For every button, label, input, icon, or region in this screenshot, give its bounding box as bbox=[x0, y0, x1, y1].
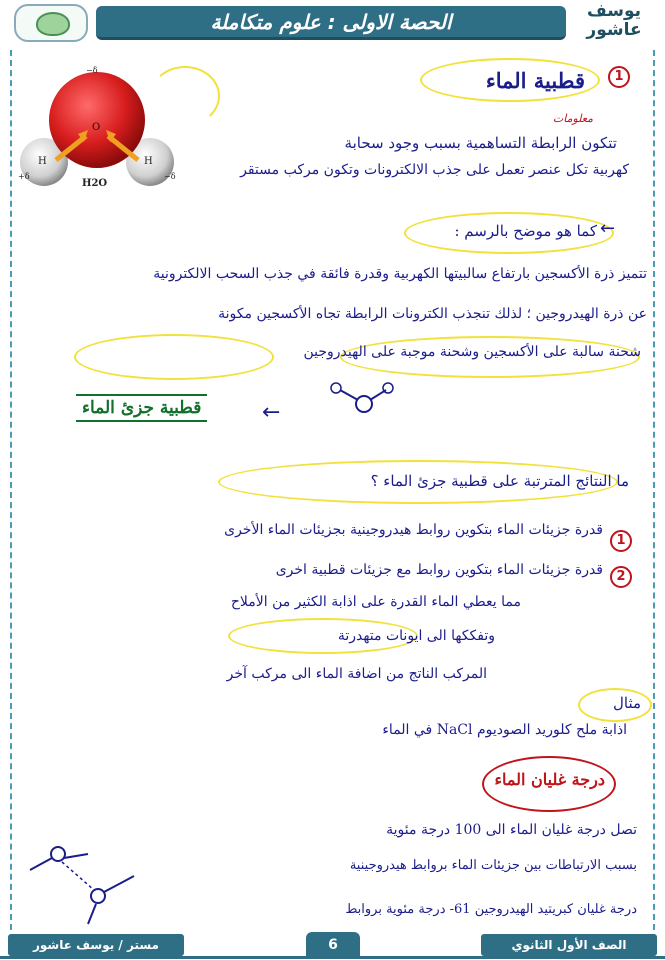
para-2-line-3: شحنة سالبة على الأكسجين وشحنة موجبة على الهيدروجين bbox=[303, 344, 641, 360]
section-1-tag: معلومات bbox=[552, 112, 593, 125]
result-1-number: 1 bbox=[610, 530, 632, 552]
delta-minus-label: δ− bbox=[86, 66, 98, 75]
brain-icon bbox=[36, 12, 70, 36]
example-label: مثال bbox=[612, 694, 641, 712]
arrow-icon: ← bbox=[600, 218, 616, 239]
page-header bbox=[0, 0, 665, 46]
boil-line-1: تصل درجة غليان الماء الى 100 درجة مئوية bbox=[386, 822, 637, 838]
para-2-line-2: عن ذرة الهيدروجين ؛ لذلك تنجذب الكترونات الرابطة تجاه الأكسجين مكونة bbox=[218, 306, 647, 322]
section-1-number: 1 bbox=[608, 66, 630, 88]
delta-plus-left-label: δ+ bbox=[18, 172, 30, 181]
cloud-doodle bbox=[150, 66, 220, 126]
compound-text: المركب الناتج من اضافة الماء الى مركب آخر bbox=[226, 666, 487, 682]
as-shown-text: كما هو موضح بالرسم : bbox=[454, 222, 597, 240]
section-1-line-2: كهربية تكل عنصر تعمل على جذب الالكترونات وتكون مركب مستقر bbox=[240, 162, 629, 178]
logo-line-1: يوسف bbox=[586, 1, 641, 21]
title-bar bbox=[96, 6, 566, 40]
allow-line-2: وتفككها الى ايونات متهدرتة bbox=[337, 628, 495, 644]
author-logo bbox=[571, 2, 657, 44]
hydrogen-left-label: H bbox=[38, 156, 47, 167]
result-1-text: قدرة جزيئات الماء بتكوين روابط هيدروجينية بجزيئات الماء الأخرى bbox=[224, 522, 603, 538]
allow-line-1: مما يعطي الماء القدرة على اذابة الكثير من الأملاح bbox=[230, 594, 521, 610]
arrow-left-icon: ← bbox=[262, 400, 281, 425]
boil-line-3: درجة غليان كبريتيد الهيدروجين 61- درجة مئوية بروابط bbox=[345, 902, 637, 917]
para-2-line-1: تتميز ذرة الأكسجين بارتفاع سالبيتها الكهربية وقدرة فائقة في جذب السحب الالكترونية bbox=[153, 266, 647, 282]
result-2-number: 2 bbox=[610, 566, 632, 588]
page-title: الحصة الاولى : علوم متكاملة bbox=[210, 10, 452, 34]
polarity-box: قطبية جزئ الماء bbox=[76, 394, 207, 422]
boil-line-2: بسبب الارتباطات بين جزيئات الماء بروابط هيدروجينية bbox=[349, 858, 637, 873]
hydrogen-right-label: H bbox=[144, 156, 153, 167]
teacher-name: مستر / يوسف عاشور bbox=[8, 934, 184, 956]
page-number: 6 bbox=[306, 932, 360, 958]
oxygen-label: O bbox=[92, 122, 101, 133]
example-text: اذابة ملح كلوريد الصوديوم NaCl في الماء bbox=[382, 722, 627, 738]
bubble-hydrogen bbox=[74, 334, 274, 380]
logo-line-2: عاشور bbox=[586, 20, 642, 40]
delta-plus-right-label: δ− bbox=[164, 172, 176, 181]
boiling-title: درجة غليان الماء bbox=[494, 770, 605, 789]
small-molecule-sketch bbox=[318, 378, 408, 434]
brain-logo bbox=[14, 4, 88, 42]
formula-label: H2O bbox=[82, 178, 108, 189]
hydrogen-bond-sketch bbox=[18, 840, 158, 926]
results-question: ما النتائج المترتبة على قطبية جزئ الماء ؟ bbox=[370, 472, 629, 490]
section-1-title: قطبية الماء bbox=[485, 68, 585, 93]
section-1-line-1: تتكون الرابطة التساهمية بسبب وجود سحابة bbox=[344, 134, 617, 152]
page-footer bbox=[0, 932, 665, 960]
grade-label: الصف الأول الثانوي bbox=[481, 934, 657, 956]
result-2-text: قدرة جزيئات الماء بتكوين روابط مع جزيئات قطبية اخرى bbox=[275, 562, 603, 578]
